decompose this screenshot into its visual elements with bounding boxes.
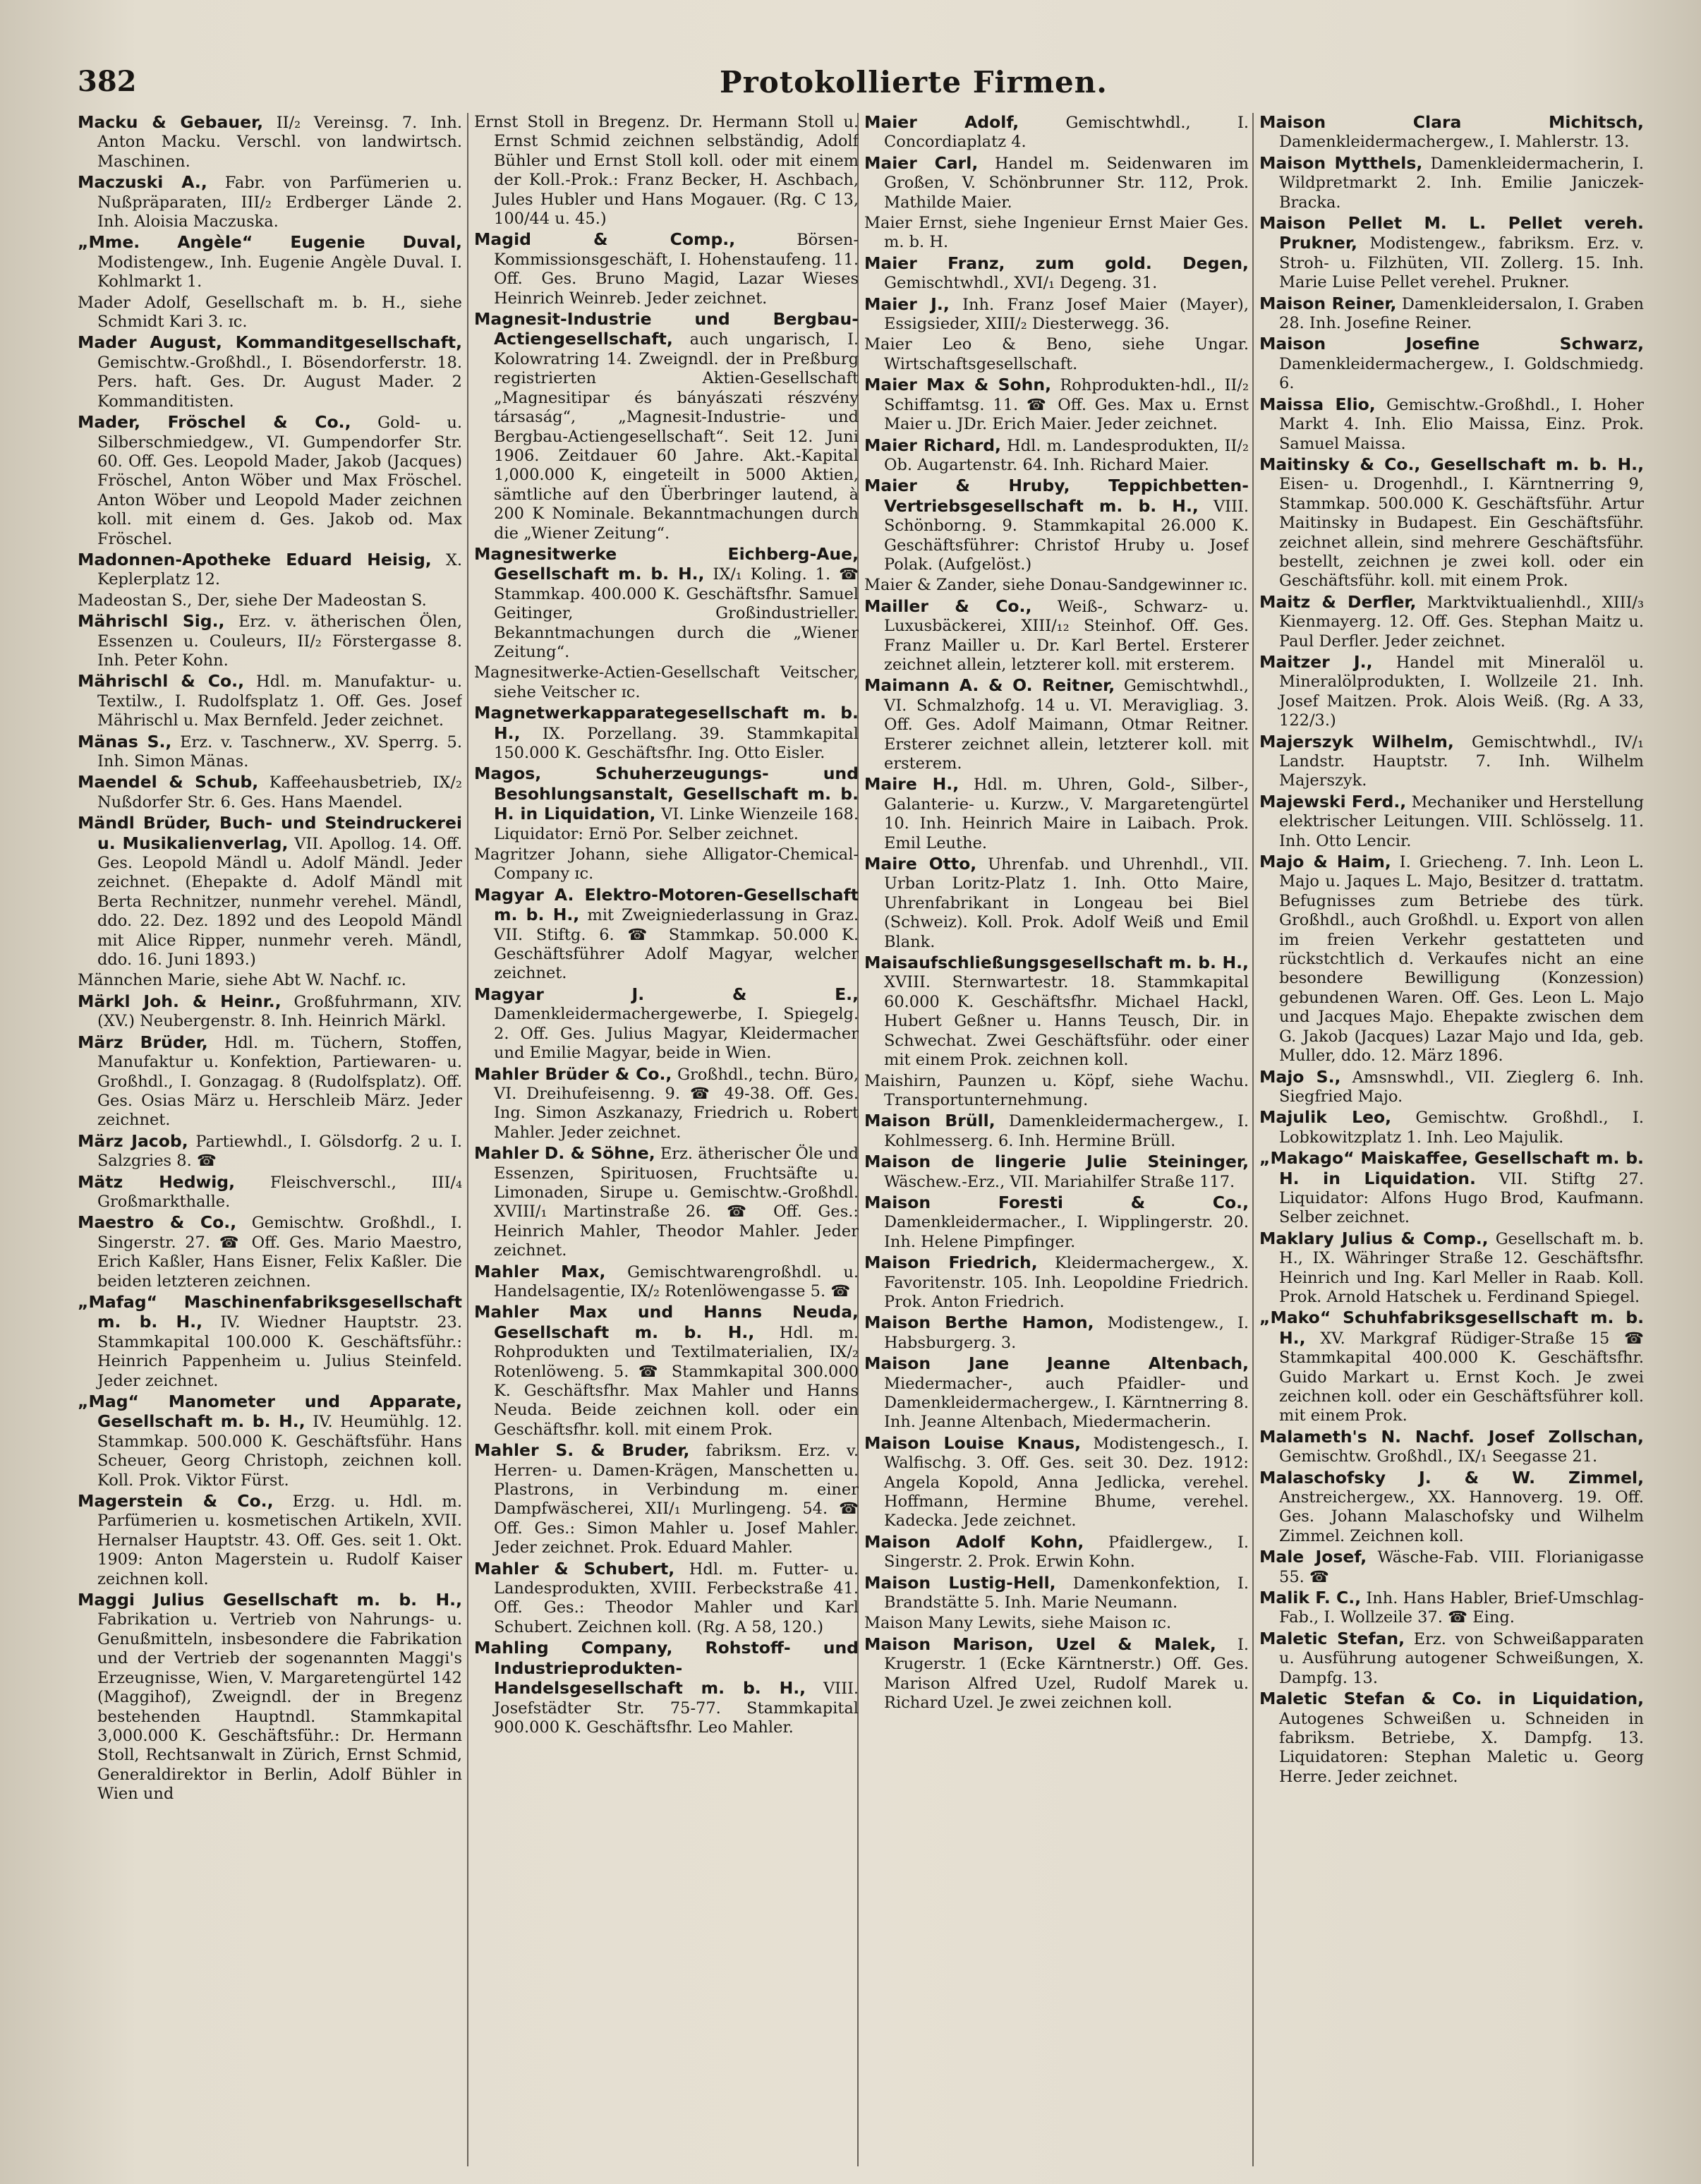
firm-name: Maisaufschließungsgesellschaft m. b. H.,	[864, 953, 1249, 973]
firm-name: Maison Brüll,	[864, 1111, 995, 1131]
firm-name: Mahler Max und Hanns Neuda, Gesellschaft m. b. H.,	[474, 1302, 859, 1342]
directory-entry	[78, 1132, 462, 1171]
entry-text: Damenkleidermacher., I. Wipplingerstr. 20. Inh. Helene Pimpfinger.	[884, 1213, 1249, 1251]
firm-name: Malik F. C.,	[1259, 1588, 1362, 1608]
entry-text: Gemischtw. Großhdl., I. Lobkowitzplatz 1. Inh. Leo Majulik.	[1279, 1109, 1644, 1147]
directory-entry	[78, 672, 462, 730]
directory-entry	[1259, 334, 1644, 393]
directory-entry	[1259, 1547, 1644, 1587]
entry-text: fabriksm. Erz. v. Herren- u. Damen-Krägen, Manschetten u. Plastrons, in Verbindung m. einer Dampfwäscherei, XII/₁ Murlingeng. 54. ☎ Off. Ges.: Simon Mahler u. Josef Mahler. Jeder zeichnet. Prok. Eduard Mahler.	[494, 1442, 859, 1557]
entry-text: Weiß-, Schwarz- u. Luxusbäckerei, XIII/₁₂ Steinhof. Off. Ges. Franz Mailler u. Dr. Karl Bertel. Ersterer zeichnet allein, letzterer koll. mit ersterem.	[884, 597, 1249, 674]
directory-entry	[474, 704, 859, 763]
directory-entry	[864, 335, 1249, 374]
entry-text: Pfaidlergew., I. Singerstr. 2. Prok. Erwin Kohn.	[884, 1533, 1249, 1571]
directory-entry	[864, 1614, 1249, 1633]
directory-entry	[1259, 1149, 1644, 1228]
directory-entry	[78, 1392, 462, 1490]
directory-entry	[474, 1262, 859, 1302]
directory-entry	[864, 375, 1249, 434]
directory-entry	[864, 476, 1249, 574]
directory-entry	[1259, 455, 1644, 591]
entry-text: Erz. v. Taschnerw., XV. Sperrg. 5. Inh. Simon Mänas.	[97, 732, 462, 771]
column-divider	[467, 113, 468, 2166]
page-number: 382	[78, 65, 137, 98]
entry-text: II/₂ Vereinsg. 7. Inh. Anton Macku. Verschl. von landwirtsch. Maschinen.	[97, 114, 462, 171]
directory-entry	[474, 985, 859, 1063]
directory-entry	[474, 663, 859, 702]
directory-entry	[1259, 852, 1644, 1066]
directory-entry	[474, 886, 859, 984]
directory-entry	[1259, 1108, 1644, 1147]
firm-name: Magyar A. Elektro-Motoren-Gesellschaft m. b. H.,	[474, 884, 859, 925]
entry-text: VI. Linke Wienzeile 168. Liquidator: Ernö Por. Selber zeichnet.	[494, 805, 859, 843]
firm-name: Mätz Hedwig,	[78, 1171, 236, 1192]
firm-name: März Jacob,	[78, 1130, 188, 1151]
entry-text: Börsen-Kommissionsgeschäft, I. Hohenstaufeng. 11. Off. Ges. Bruno Magid, Lazar Wieses Heinrich Weinreb. Jeder zeichnet.	[494, 231, 859, 308]
column-2	[474, 113, 859, 2166]
firm-name: Magyar J. & E.,	[474, 984, 859, 1004]
directory-entry	[1259, 1468, 1644, 1547]
firm-name: Maimann A. & O. Reitner,	[864, 675, 1115, 696]
entry-text: IX/₁ Koling. 1. ☎ Stammkap. 400.000 K. Geschäftsfhr. Samuel Geitinger, Großindustrieller. Bekanntmachungen durch die „Wiener Zeitung“.	[494, 565, 859, 661]
firm-name: Maison Foresti & Co.,	[864, 1192, 1249, 1212]
firm-name: Maier J.,	[864, 294, 950, 314]
firm-name: Macku & Gebauer,	[78, 113, 264, 132]
firm-name: Maissa Elio,	[1259, 394, 1376, 414]
firm-name: Mändl Brüder, Buch- und Steindruckerei u. Musikalienverlag,	[78, 813, 462, 853]
directory-entry	[864, 1533, 1249, 1572]
entry-text: Damenkleidermachergew., I. Goldschmiedg. 6.	[1279, 354, 1644, 393]
directory-entry	[474, 1303, 859, 1440]
directory-entry	[864, 436, 1249, 476]
directory-entry	[78, 233, 462, 291]
directory-entry	[1259, 792, 1644, 851]
entry-text: Gesellschaft m. b. H., IX. Währinger Straße 12. Geschäftsfhr. Heinrich und Ing. Karl Meller in Raab. Koll. Prok. Arnold Hatschek u. Ferdinand Spiegel.	[1279, 1229, 1644, 1306]
directory-entry	[474, 1441, 859, 1557]
directory-entry	[864, 855, 1249, 952]
firm-name: Maire Otto,	[864, 854, 977, 874]
directory-entry	[1259, 1229, 1644, 1308]
entry-text: VII. Stiftg 27. Liquidator: Alfons Hugo Brod, Kaufmann. Selber zeichnet.	[1279, 1169, 1644, 1227]
firm-name: März Brüder,	[78, 1032, 208, 1052]
directory-entry	[1259, 1068, 1644, 1107]
entry-text: Mechaniker und Herstellung elektrischer Leitungen. VIII. Schlösselg. 11. Inh. Otto Lencir.	[1279, 792, 1644, 850]
entry-text: Ernst Stoll in Bregenz. Dr. Hermann Stoll u. Ernst Schmid zeichnen selbständig, Adolf Bühler und Ernst Stoll koll. oder mit einem der Koll.-Prok.: Franz Becker, H. Aschbach, Jules Hubler und Hans Mogauer. (Rg. C 13, 100/44 u. 45.)	[474, 113, 859, 229]
firm-name: „Makago“ Maiskaffee, Gesellschaft m. b. H. in Liquidation.	[1259, 1148, 1644, 1188]
firm-name: Maletic Stefan,	[1259, 1628, 1405, 1648]
firm-name: Mader, Fröschel & Co.,	[78, 412, 351, 433]
firm-name: Mährischl & Co.,	[78, 671, 245, 692]
directory-entry	[78, 1173, 462, 1212]
directory-entry	[864, 1635, 1249, 1713]
entry-text: Handel mit Mineralöl u. Mineralölprodukten, I. Wollzeile 21. Inh. Josef Maitzen. Prok. Alois Weiß. (Rg. A 33, 122/3.)	[1279, 653, 1644, 730]
directory-entry	[474, 545, 859, 662]
entry-text: IX. Porzellang. 39. Stammkapital 150.000 K. Geschäftsfhr. Ing. Otto Eisler.	[494, 724, 859, 762]
firm-name: Maison Berthe Hamon,	[864, 1313, 1094, 1333]
entry-text: Magritzer Johann, siehe Alligator-Chemical-Company ɪc.	[474, 845, 859, 883]
entry-text: Fleischverschl., III/₄ Großmarkthalle.	[97, 1173, 462, 1211]
firm-name: Magos, Schuherzeugungs- und Besohlungsanstalt, Gesellschaft m. b. H. in Liquidation,	[474, 764, 859, 824]
entry-text: Gemischtwhdl., I. Concordiaplatz 4.	[884, 114, 1249, 152]
directory-entry	[864, 1111, 1249, 1151]
directory-entry	[78, 971, 462, 990]
directory-entry	[1259, 395, 1644, 454]
entry-text: VIII. Schönborng. 9. Stammkapital 26.000 K. Geschäftsführer: Christof Hruby u. Josef Polak. (Aufgelöst.)	[884, 497, 1249, 574]
firm-name: Magid & Comp.,	[474, 229, 736, 250]
firm-name: Mahling Company, Rohstoff- und Industrieprodukten-Handelsgesellschaft m. b. H.,	[474, 1638, 859, 1699]
entry-text: Gold- u. Silberschmiedgew., VI. Gumpendorfer Str. 60. Off. Ges. Leopold Mader, Jakob (Jacques) Fröschel, Anton Wöber und Max Fröschel. Anton Wöber und Leopold Mader zeichnen koll. mit einem d. Ges. Jakob od. Max Fröschel.	[97, 414, 462, 548]
firm-name: Maison Mytthels,	[1259, 152, 1423, 173]
entry-text: XV. Markgraf Rüdiger-Straße 15 ☎ Stammkapital 400.000 K. Geschäftsfhr. Guido Markart u. Ernst Koch. Je zwei zeichnen koll. oder ein Geschäftsführer koll. mit einem Prok.	[1279, 1329, 1644, 1425]
firm-name: Mailler & Co.,	[864, 596, 1032, 616]
directory-entry	[1259, 154, 1644, 212]
entry-text: Hdl. m. Futter- u. Landesprodukten, XVIII. Ferbeckstraße 41. Off. Ges.: Theodor Mahler und Karl Schubert. Zeichnen koll. (Rg. A 58, 120.)	[494, 1559, 859, 1636]
firm-name: Maire H.,	[864, 774, 960, 795]
firm-name: Maier Adolf,	[864, 113, 1019, 132]
directory-entry	[1259, 294, 1644, 334]
entry-text: Magnesitwerke-Actien-Gesellschaft Veitscher, siehe Veitscher ɪc.	[474, 663, 859, 701]
entry-text: Maier & Zander, siehe Donau-Sandgewinner ɪc.	[864, 576, 1248, 595]
directory-entry	[474, 310, 859, 543]
directory-entry	[864, 775, 1249, 853]
directory-entry	[78, 550, 462, 590]
entry-text: VII. Apollog. 14. Off. Ges. Leopold Mändl u. Adolf Mändl. Jeder zeichnet. (Ehepakte d. Adolf Mändl mit Berta Rechnitzer, nunmehr verehel. Mändl, ddo. 22. Dez. 1892 und des Leopold Mändl mit Alice Ripper, nunmehr vereh. Mändl, ddo. 16. Juni 1893.)	[97, 834, 462, 970]
directory-entry	[78, 1492, 462, 1589]
entry-text: Damenkleidermacherin, I. Wildpretmarkt 2. Inh. Emilie Janiczek-Bracka.	[1279, 154, 1644, 212]
entry-text: Amsnswhdl., VII. Zieglerg 6. Inh. Siegfried Majo.	[1279, 1068, 1644, 1106]
firm-name: „Mako“ Schuhfabriksgesellschaft m. b. H.,	[1259, 1308, 1644, 1348]
entry-text: Mader Adolf, Gesellschaft m. b. H., siehe Schmidt Kari 3. ɪc.	[78, 293, 462, 332]
firm-name: Majerszyk Wilhelm,	[1259, 731, 1454, 752]
entry-text: Damenkleidermachergewerbe, I. Spiegelg. 2. Off. Ges. Julius Magyar, Kleidermacher und Emilie Magyar, beide in Wien.	[494, 1005, 859, 1063]
directory-entry	[1259, 653, 1644, 731]
page-header	[78, 65, 1686, 107]
firm-name: Maison Louise Knaus,	[864, 1432, 1082, 1453]
entry-text: I. Krugerstr. 1 (Ecke Kärntnerstr.) Off. Ges. Marison Alfred Uzel, Rudolf Marek u. Richard Uzel. Je zwei zeichnen koll.	[884, 1635, 1249, 1713]
firm-name: Maier Franz, zum gold. Degen,	[864, 253, 1249, 273]
firm-name: Maison Friedrich,	[864, 1253, 1038, 1273]
entry-text: Erz. v. ätherischen Ölen, Essenzen u. Couleurs, II/₂ Förstergasse 8. Inh. Peter Kohn.	[97, 613, 462, 670]
entry-text: Gemischtw. Großhdl., I. Singerstr. 27. ☎ Off. Ges. Mario Maestro, Erich Kaßler, Hans Eisner, Felix Kaßler. Die beiden letzteren zeichnen.	[97, 1214, 462, 1291]
directory-entry	[1259, 732, 1644, 791]
entry-text: I. Griecheng. 7. Inh. Leon L. Majo u. Jaques L. Majo, Besitzer d. trattatm. Befugnisses zum Betriebe des türk. Großhdl., auch Großhdl. u. Export von allen im freien Verkehr gestatteten und rückstchtlich d. Verkaufes nicht an eine besondere Bewilligung (Konzession) gebundenen Waren. Off. Ges. Leon L. Majo und Jacques Majo. Ehepakte zwischen dem G. Jakob (Jacques) Lazar Majo und Ida, geb. Muller, ddo. 12. März 1896.	[1279, 853, 1644, 1066]
entry-text: Madeostan S., Der, siehe Der Madeostan S.	[78, 591, 427, 610]
column-4	[1259, 113, 1644, 2166]
directory-entry	[474, 845, 859, 884]
directory-entry	[78, 294, 462, 332]
firm-name: Maitzer J.,	[1259, 651, 1373, 672]
entry-text: Handel m. Seidenwaren im Großen, V. Schönbrunner Str. 112, Prok. Mathilde Maier.	[884, 154, 1249, 212]
entry-text: Erz. von Schweißapparaten u. Ausführung autogener Schweißungen, X. Dampfg. 13.	[1279, 1629, 1644, 1687]
directory-entry	[864, 597, 1249, 675]
firm-name: „Mag“ Manometer und Apparate, Gesellschaft m. b. H.,	[78, 1392, 462, 1432]
entry-text: Gemischtw.-Großhdl., I. Hoher Markt 4. Inh. Elio Maissa, Einz. Prok. Samuel Maissa.	[1279, 395, 1644, 453]
entry-text: Modistengew., I. Habsburgerg. 3.	[884, 1314, 1249, 1352]
directory-entry	[1259, 214, 1644, 293]
directory-entry	[864, 1313, 1249, 1353]
firm-name: Mahler & Schubert,	[474, 1558, 675, 1579]
directory-entry	[1259, 1308, 1644, 1425]
entry-text: Gemischtwhdl., XVI/₁ Degeng. 31.	[884, 274, 1158, 293]
entry-text: Autogenes Schweißen u. Schneiden in fabriksm. Betriebe, X. Dampfg. 13. Liquidatoren: Stephan Maletic u. Georg Herre. Jeder zeichnet.	[1279, 1709, 1644, 1786]
entry-text: Maison Many Lewits, siehe Maison ɪc.	[864, 1614, 1172, 1633]
page-title: Protokollierte Firmen.	[720, 65, 1108, 99]
directory-entry	[78, 333, 462, 411]
firm-name: Malaschofsky J. & W. Zimmel,	[1259, 1467, 1644, 1488]
directory-entry	[78, 1293, 462, 1391]
firm-name: Mader August, Kommanditgesellschaft,	[78, 332, 462, 353]
firm-name: Mahler D. & Söhne,	[474, 1143, 655, 1164]
entry-text: Modistengesch., I. Walfischg. 3. Off. Ges. seit 30. Dez. 1912: Angela Kopold, Anna Jedlicka, verehel. Hoffmann, Hermine Bhume, verehel. Kadecka. Jede zeichnet.	[884, 1434, 1249, 1531]
entry-text: Großhdl., techn. Büro, VI. Dreihufeisenng. 9. ☎ 49-38. Off. Ges. Ing. Simon Aszkanazy, Friedrich u. Robert Mahler. Jeder zeichnet.	[494, 1065, 859, 1142]
entry-text: Maishirn, Paunzen u. Köpf, siehe Wachu. Transportunternehmung.	[864, 1071, 1249, 1109]
firm-name: Magnetwerkapparategesellschaft m. b. H.,	[474, 703, 859, 743]
firm-name: Madonnen-Apotheke Eduard Heisig,	[78, 549, 432, 569]
firm-name: „Mme. Angèle“ Eugenie Duval,	[78, 232, 462, 253]
firm-name: Magerstein & Co.,	[78, 1491, 274, 1512]
firm-name: Maison de lingerie Julie Steininger,	[864, 1152, 1249, 1172]
directory-entry	[474, 764, 859, 844]
firm-name: Maczuski A.,	[78, 172, 207, 193]
directory-entry	[1259, 1629, 1644, 1688]
entry-text: Hdl. m. Tüchern, Stoffen, Manufaktur u. Konfektion, Partiewaren- u. Großhdl., I. Gonzagag. 8 (Rudolfsplatz). Off. Ges. Osias März u. Herschleib März. Jeder zeichnet.	[97, 1033, 462, 1130]
directory-entry	[78, 413, 462, 549]
directory-entry	[474, 1639, 859, 1737]
entry-text: Gemischtwarengroßhdl. u. Handelsagentie, IX/₂ Rotenlöwengasse 5. ☎	[494, 1262, 859, 1301]
entry-text: auch ungarisch, I. Kolowratring 14. Zweigndl. der in Preßburg registrierten Aktien-Gesellschaft „Magnesitipar és bányászati részvény társaság“, „Magnesit-Industrie- und Bergbau-Actiengesellschaft“. Seit 12. Juni 1906. Zeitdauer 60 Jahre. Akt.-Kapital 1,000.000 K, eingeteilt in 5000 Aktien, sämtliche auf den Überbringer lautend, à 200 K Nominale. Bekanntmachungen durch die „Wiener Zeitung“.	[494, 330, 859, 543]
firm-name: Male Josef,	[1259, 1547, 1367, 1567]
entry-text: Inh. Hans Habler, Brief-Umschlag-Fab., I. Wollzeile 37. ☎ Eing.	[1279, 1589, 1644, 1627]
entry-text: Miedermacher-, auch Pfaidler- und Damenkleidermachergew., I. Kärntnerring 8. Inh. Jeanne Altenbach, Miedermacherin.	[884, 1374, 1249, 1432]
entry-text: IV. Heumühlg. 12. Stammkap. 500.000 K. Geschäftsführ. Hans Scheuer, Georg Christoph, zeichnen koll. Koll. Prok. Viktor Fürst.	[97, 1413, 462, 1490]
entry-text: Modistengew., Inh. Eugenie Angèle Duval. I. Kohlmarkt 1.	[97, 253, 462, 291]
directory-entry	[78, 1213, 462, 1291]
entry-text: Damenkleidermachergew., I. Mahlerstr. 13.	[1279, 133, 1630, 152]
entry-text: Fabr. von Parfümerien u. Nußpräparaten, III/₂ Erdberger Lände 2. Inh. Aloisia Maczuska.	[97, 174, 462, 231]
entry-text: Damenkonfektion, I. Brandstätte 5. Inh. Marie Neumann.	[884, 1574, 1249, 1612]
entry-text: Anstreichergew., XX. Hannoverg. 19. Off. Ges. Johann Malaschofsky und Wilhelm Zimmel. Zeichnen koll.	[1279, 1488, 1644, 1545]
directory-entry	[864, 1253, 1249, 1312]
firm-name: Märkl Joh. & Heinr.,	[78, 991, 282, 1011]
firm-name: Maison Lustig-Hell,	[864, 1572, 1056, 1593]
directory-entry	[78, 773, 462, 812]
directory-entry	[1259, 113, 1644, 152]
column-3	[864, 113, 1249, 2166]
directory-entry	[78, 113, 462, 171]
firm-name: Maitz & Derfler,	[1259, 591, 1417, 612]
firm-name: Mahler Max,	[474, 1261, 606, 1281]
column-divider	[1252, 113, 1254, 2166]
entry-text: Hdl. m. Manufaktur- u. Textilw., I. Rudolfsplatz 1. Off. Ges. Josef Mährischl u. Max Bernfeld. Jeder zeichnet.	[97, 672, 462, 730]
firm-name: Mahler Brüder & Co.,	[474, 1063, 672, 1084]
entry-text: Gemischtw. Großhdl., IX/₁ Seegasse 21.	[1279, 1447, 1598, 1466]
entry-text: Hdl. m. Rohprodukten und Textilmaterialien, IX/₂ Rotenlöweng. 5. ☎ Stammkapital 300.000 K. Geschäftsfhr. Max Mahler und Hanns Neuda. Beide zeichnen koll. oder ein Geschäftsfhr. koll. mit einem Prok.	[494, 1323, 859, 1439]
firm-name: Maier Max & Sohn,	[864, 375, 1052, 395]
firm-name: Maier & Hruby, Teppichbetten-Vertriebsgesellschaft m. b. H.,	[864, 476, 1249, 516]
entry-text: Maier Leo & Beno, siehe Ungar. Wirtschaftsgesellschaft.	[864, 335, 1249, 373]
entry-text: Gemischtwhdl., VI. Schmalzhofg. 14 u. VI. Meravigliag. 3. Off. Ges. Adolf Maimann, Otmar Reitner. Ersterer zeichnet allein, letzterer koll. mit ersterem.	[884, 677, 1249, 773]
firm-name: Majo S.,	[1259, 1066, 1341, 1087]
entry-text: Kleidermachergew., X. Favoritenstr. 105. Inh. Leopoldine Friedrich. Prok. Anton Friedrich.	[884, 1254, 1249, 1311]
entry-text: X. Keplerplatz 12.	[97, 550, 462, 589]
directory-entry	[1259, 1689, 1644, 1787]
entry-text: Damenkleidermachergew., I. Kohlmesserg. 6. Inh. Hermine Brüll.	[884, 1112, 1249, 1150]
directory-entry	[864, 295, 1249, 334]
directory-entry	[474, 230, 859, 308]
entry-text: Maier Ernst, siehe Ingenieur Ernst Maier Ges. m. b. H.	[864, 214, 1249, 252]
directory-entry	[864, 214, 1249, 253]
firm-name: Magnesit-Industrie und Bergbau-Actiengesellschaft,	[474, 309, 859, 349]
directory-entry	[78, 814, 462, 970]
directory-entry	[864, 1193, 1249, 1252]
entry-text: Hdl. m. Uhren, Gold-, Silber-, Galanterie- u. Kurzw., V. Margaretengürtel 10. Inh. Heinrich Maire in Laibach. Prok. Emil Leuthe.	[884, 776, 1249, 852]
entry-text: Kaffeehausbetrieb, IX/₂ Nußdorfer Str. 6. Ges. Hans Maendel.	[97, 773, 462, 812]
firm-name: Malameth's N. Nachf. Josef Zollschan,	[1259, 1426, 1644, 1447]
entry-text: Gemischtw.-Großhdl., I. Bösendorferstr. 18. Pers. haft. Ges. Dr. August Mader. 2 Kommanditisten.	[97, 353, 462, 411]
directory-entry	[474, 1559, 859, 1638]
directory-entry	[864, 676, 1249, 773]
column-1	[78, 113, 462, 2166]
firm-name: Maitinsky & Co., Gesellschaft m. b. H.,	[1259, 454, 1644, 474]
directory-entry	[474, 1065, 859, 1143]
firm-name: Majo & Haim,	[1259, 852, 1391, 872]
directory-entry	[864, 1574, 1249, 1613]
firm-name: Maison Jane Jeanne Altenbach,	[864, 1353, 1249, 1374]
entry-text: Wäschew.-Erz., VII. Mariahilfer Straße 117.	[884, 1172, 1235, 1191]
firm-name: Maison Clara Michitsch,	[1259, 113, 1644, 132]
firm-name: „Mafag“ Maschinenfabriksgesellschaft m. b. H.,	[78, 1291, 462, 1332]
directory-entry	[864, 1354, 1249, 1432]
entry-text: XVIII. Sternwartestr. 18. Stammkapital 60.000 K. Geschäftsfhr. Michael Hackl, Hubert Geßner u. Hanns Teusch, Dir. in Schwechat. Zwei Geschäftsführ. oder einer mit einem Prok. zeichnen koll.	[884, 973, 1249, 1070]
directory-entry	[474, 113, 859, 229]
firm-name: Mahler S. & Bruder,	[474, 1440, 690, 1461]
firm-name: Maggi Julius Gesellschaft m. b. H.,	[78, 1590, 462, 1610]
entry-text: Wäsche-Fab. VIII. Florianigasse 55. ☎	[1279, 1548, 1644, 1586]
entry-text: Erz. ätherischer Öle und Essenzen, Spirituosen, Fruchtsäfte u. Limonaden, Sirupe u. Gemischtw.-Großhdl. XVIII/₁ Martinstraße 26. ☎ Off. Ges.: Heinrich Mahler, Theodor Mahler. Jeder zeichnet.	[494, 1145, 859, 1260]
entry-text: Männchen Marie, siehe Abt W. Nachf. ɪc.	[78, 971, 406, 990]
directory-entry	[1259, 1428, 1644, 1467]
entry-text: Eisen- u. Drogenhdl., I. Kärntnerring 9, Stammkap. 500.000 K. Geschäftsführ. Artur Maitinsky in Budapest. Ein Geschäftsführ. zeichnet allein, sind mehrere Geschäftsführ. bestellt, zeichnen je zwei koll. oder ein Geschäftsführ. koll. mit einem Prok.	[1279, 475, 1644, 591]
firm-name: Maier Richard,	[864, 435, 1001, 455]
directory-entry	[78, 992, 462, 1032]
directory-entry	[864, 154, 1249, 212]
entry-text: Partiewhdl., I. Gölsdorfg. 2 u. I. Salzgries 8. ☎	[97, 1132, 462, 1171]
firm-name: Maendel & Schub,	[78, 772, 259, 792]
directory-entry	[864, 576, 1249, 595]
directory-entry	[78, 1591, 462, 1804]
firm-name: Magnesitwerke Eichberg-Aue, Gesellschaft m. b. H.,	[474, 543, 859, 584]
entry-text: Modistengew., fabriksm. Erz. v. Stroh- u. Filzhüten, VII. Zollerg. 15. Inh. Marie Luise Pellet verehel. Prukner.	[1279, 234, 1644, 292]
firm-name: Maison Marison, Uzel & Malek,	[864, 1634, 1216, 1654]
firm-name: Majewski Ferd.,	[1259, 791, 1407, 812]
firm-name: Maison Pellet M. L. Pellet vereh. Prukner,	[1259, 213, 1644, 253]
directory-entry	[78, 591, 462, 610]
directory-entry	[78, 1033, 462, 1130]
directory-entry	[78, 732, 462, 772]
directory-entry	[864, 1152, 1249, 1192]
entry-text: Gemischtwhdl., IV/₁ Landstr. Hauptstr. 7. Inh. Wilhelm Majerszyk.	[1279, 732, 1644, 790]
directory-entry	[1259, 593, 1644, 651]
firm-name: Maier Carl,	[864, 152, 979, 173]
firm-name: Maestro & Co.,	[78, 1212, 237, 1233]
directory-entry	[864, 953, 1249, 1070]
firm-name: Maison Adolf Kohn,	[864, 1531, 1084, 1552]
firm-name: Maletic Stefan & Co. in Liquidation,	[1259, 1689, 1644, 1709]
directory-entry	[474, 1144, 859, 1260]
directory-entry	[864, 1072, 1249, 1111]
directory-entry	[864, 254, 1249, 294]
firm-name: Maklary Julius & Comp.,	[1259, 1228, 1489, 1248]
entry-text: IV. Wiedner Hauptstr. 23. Stammkapital 100.000 K. Geschäftsführ.: Heinrich Pappenheim u. Julius Steinfeld. Jeder zeichnet.	[97, 1313, 462, 1390]
directory-entry	[78, 173, 462, 231]
entry-text: Inh. Franz Josef Maier (Mayer), Essigsieder, XIII/₂ Diesterwegg. 36.	[884, 295, 1249, 334]
directory-entry	[78, 612, 462, 670]
entry-text: Erzg. u. Hdl. m. Parfümerien u. kosmetischen Artikeln, XVII. Hernalser Hauptstr. 43. Off. Ges. seit 1. Okt. 1909: Anton Magerstein u. Rudolf Kaiser zeichnen koll.	[97, 1492, 462, 1588]
entry-text: mit Zweigniederlassung in Graz. VII. Stiftg. 6. ☎ Stammkap. 50.000 K. Geschäftsführer Adolf Magyar, welcher zeichnet.	[494, 906, 859, 983]
entry-text: VIII. Josefstädter Str. 75-77. Stammkapital 900.000 K. Geschäftsfhr. Leo Mahler.	[494, 1679, 859, 1737]
firm-name: Majulik Leo,	[1259, 1107, 1392, 1128]
firm-name: Mährischl Sig.,	[78, 611, 225, 632]
entry-text: Großfuhrmann, XIV. (XV.) Neubergenstr. 8. Inh. Heinrich Märkl.	[97, 992, 462, 1031]
firm-name: Mänas S.,	[78, 731, 172, 752]
entry-text: Marktviktualienhdl., XIII/₃ Kienmayerg. 12. Off. Ges. Stephan Maitz u. Paul Derfler. Jeder zeichnet.	[1279, 593, 1644, 651]
firm-name: Maison Josefine Schwarz,	[1259, 334, 1644, 354]
entry-text: Rohprodukten-hdl., II/₂ Schiffamtsg. 11. ☎ Off. Ges. Max u. Ernst Maier u. JDr. Erich Maier. Jeder zeichnet.	[884, 376, 1249, 434]
entry-text: Hdl. m. Landesprodukten, II/₂ Ob. Augartenstr. 64. Inh. Richard Maier.	[884, 436, 1249, 474]
directory-entry	[864, 1434, 1249, 1531]
directory-entry	[1259, 1588, 1644, 1628]
firm-name: Maison Reiner,	[1259, 293, 1397, 313]
entry-text: Damenkleidersalon, I. Graben 28. Inh. Josefine Reiner.	[1279, 294, 1644, 333]
entry-text: Uhrenfab. und Uhrenhdl., VII. Urban Loritz-Platz 1. Inh. Otto Maire, Uhrenfabrikant in Longeau bei Biel (Schweiz). Koll. Prok. Adolf Weiß und Emil Blank.	[884, 855, 1249, 951]
entry-text: Fabrikation u. Vertrieb von Nahrungs- u. Genußmitteln, insbesondere die Fabrikation und der Vertrieb der sogenannten Maggi's Erzeugnisse, Wien, V. Margaretengürtel 142 (Maggihof), Zweigndl. der in Bregenz bestehenden Hauptndl. Stammkapital 3,000.000 K. Geschäftsführ.: Dr. Hermann Stoll, Rechtsanwalt in Zürich, Ernst Schmid, Generaldirektor in Berlin, Adolf Bühler in Wien und	[97, 1610, 462, 1804]
directory-entry	[864, 113, 1249, 152]
